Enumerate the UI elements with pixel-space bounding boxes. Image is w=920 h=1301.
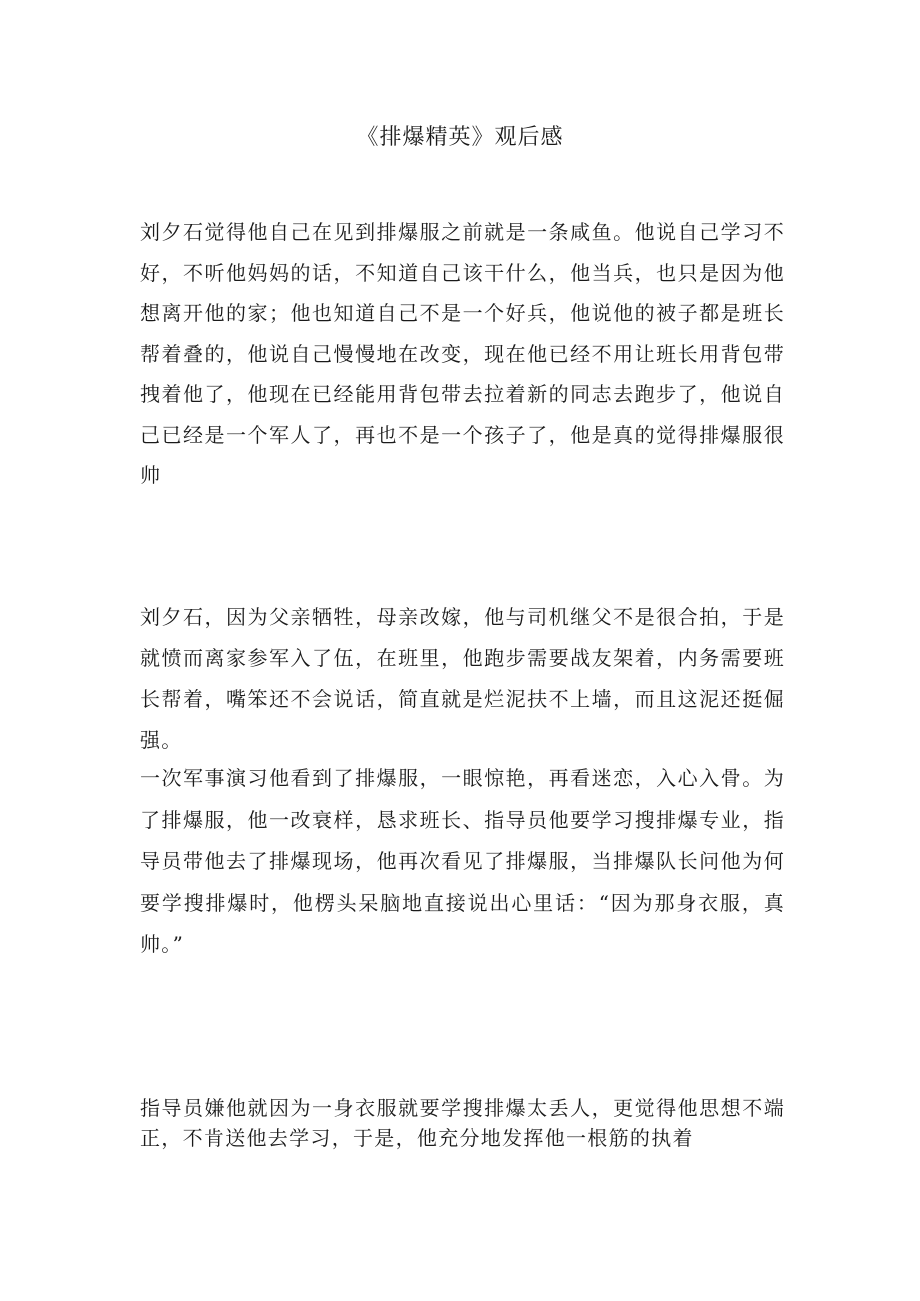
- document-title: 《排爆精英》观后感: [356, 125, 564, 150]
- paragraph-3: 一次军事演习他看到了排爆服，一眼惊艳，再看迷恋，入心入骨。为了排爆服，他一改衰样，恳求班长、指导员他要学习搜排爆专业，指导员带他去了排爆现场，他再次看见了排爆服，当排爆队长问他为何要学搜排爆时，他楞头呆脑地直接说出心里话：“因为那身衣服，真帅。”: [140, 766, 785, 956]
- paragraph-2: 刘夕石，因为父亲牺牲，母亲改嫁，他与司机继父不是很合拍，于是就愤而离家参军入了伍，在班里，他跑步需要战友架着，内务需要班长帮着，嘴笨还不会说话，简直就是烂泥扶不上墙，而且这泥还挺倔强。: [140, 605, 785, 752]
- paragraph-4: 指导员嫌他就因为一身衣服就要学搜排爆太丢人，更觉得他思想不端正，不肯送他去学习，于是，他充分地发挥他一根筋的执着: [140, 1096, 785, 1150]
- paragraph-1: 刘夕石觉得他自己在见到排爆服之前就是一条咸鱼。他说自己学习不好，不听他妈妈的话，不知道自己该干什么，他当兵，也只是因为他想离开他的家；他也知道自己不是一个好兵，他说他的被子都是班长帮着叠的，他说自己慢慢地在改变，现在他已经不用让班长用背包带拽着他了，他现在已经能用背包带去拉着新的同志去跑步了，他说自己已经是一个军人了，再也不是一个孩子了，他是真的觉得排爆服很帅: [140, 220, 785, 487]
